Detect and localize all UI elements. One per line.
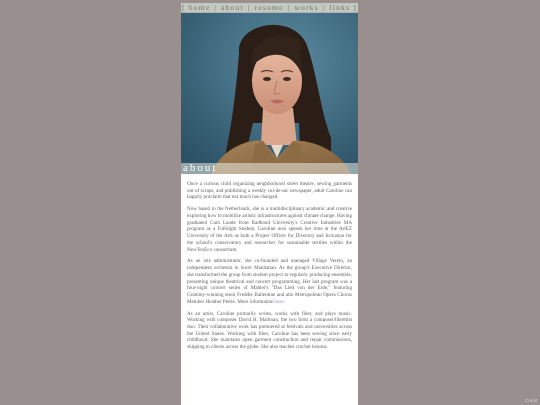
bio-paragraph-3: [187, 258, 352, 305]
nav-close-bracket: ]: [353, 3, 357, 12]
bio-paragraph-3-end: .: [283, 298, 286, 305]
watermark-text: Credit: [524, 398, 537, 403]
bio-paragraph-3-text: As an arts administrator, she co-founded and managed Village Verein, an independent orchestra in lower Manhattan. As the group's Executive Director, she transformed the group from student project to regularly producing ensemble, presenting unique theatrical and concert programming. Her last program was a four-night concert series of Mahler's "Das Lied von der Erde," featuring Grammy-winning tenor Freddie Ballentine and alto Metropolitan Opera Chorus Member Heather Petrie. More information: [187, 258, 352, 305]
bio-paragraph-2: Now based in the Netherlands, she is a multidisciplinary academic and creative exploring how to mobilize artistic infrastructures against climate change. Having graduated Cum Laude from Radboud University's Creative Industries MA program as a Fulbright Student, Caroline now spends her time at the ArtEZ University of the Arts as both a Project Officer for Diversity and Inclusion for the school's conservatory and researcher for sustainable textiles within the NewTexEco consortium.: [187, 206, 352, 253]
bio-paragraph-1: Once a curious child organizing neighborhood street theatre, sewing garments out of scraps, and publishing a weekly cul-de-sac newspaper, adult Caroline can happily proclaim that not much has changed.: [187, 181, 352, 201]
nav-separator: |: [247, 3, 251, 12]
nav-link-resume[interactable]: resume: [254, 3, 284, 12]
nav-link-home[interactable]: home: [188, 3, 211, 12]
nav-separator: |: [322, 3, 326, 12]
nav-link-links[interactable]: links: [329, 3, 351, 12]
nav-link-works[interactable]: works: [294, 3, 319, 12]
nav-separator: |: [214, 3, 218, 12]
content-column: [181, 3, 358, 405]
portrait-illustration: [181, 13, 358, 174]
more-info-link[interactable]: here: [275, 298, 284, 305]
top-nav: [181, 3, 358, 13]
bio-text: [181, 174, 358, 351]
bio-paragraph-4: As an artist, Caroline primarily writes, works with fiber, and plays music. Working with composer David H. Mailman, the two form a composer/librettist duo. Their collaborative work has premiered at festivals and universities across the United States. Working with fiber, Caroline has been sewing since early childhood. She maintains open garment construction and repair commissions, shipping to clients across the globe. She also teaches crochet lessons.: [187, 310, 352, 351]
nav-open-bracket: [: [182, 3, 186, 12]
nav-link-about[interactable]: about: [221, 3, 244, 12]
nav-separator: |: [287, 3, 291, 12]
portrait-photo: [181, 13, 358, 174]
section-title: about: [183, 162, 218, 174]
